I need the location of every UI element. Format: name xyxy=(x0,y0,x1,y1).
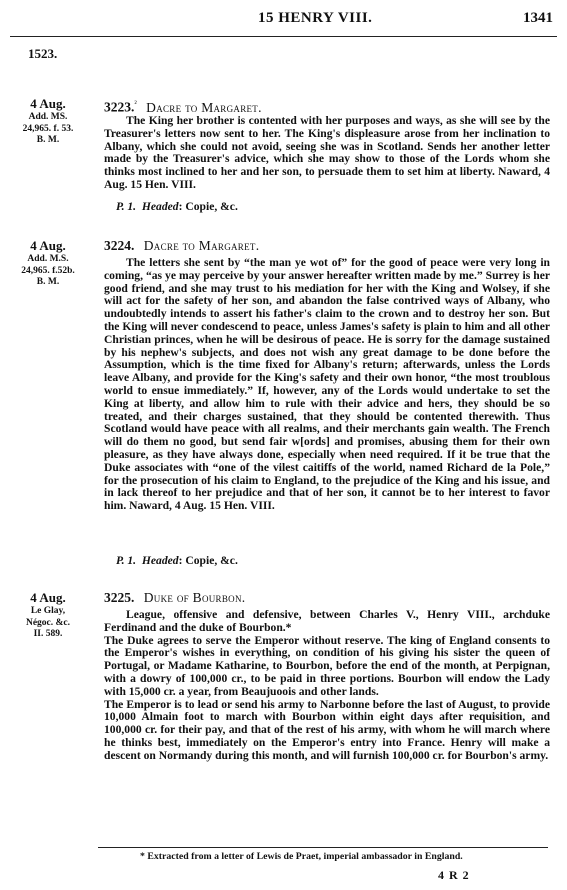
entry-heading xyxy=(104,590,245,606)
entry-date: 4 Aug. xyxy=(30,238,66,253)
body-paragraph: The Duke agrees to serve the Emperor without reserve. The king of England consents to the Emperor's wishes in everything, on condition of his giving his sister the queen of Portugal, or Madame Katharine, to Bourbon, before the end of the month, at Perpignan, with a dowry of 100,000 cr., to be paid in three portions. Bourbon will endow the Lady with 15,000 cr. a year, from Beaujuoois and other lands. xyxy=(104,633,550,698)
body-paragraph: The letters she sent by “the man ye wot of” for the good of peace were very long in coming, “as ye may perceive by your answer hereafter written made by me.” Surrey is her good friend, and she may trust to his mediation for her with the King and Wolsey, if she will act for the safety of her son, and abandon the false contrived ways of Albany, who undoubtedly intends to assert his father's claim to the crown and to destroy her son. But the King will never condescend to peace, unless James's safety is plain to him and all other Christian princes, when he will be desirous of peace. He is sorry for the damage sustained by his nephew's subjects, and does not wish any great damage to be done before the Assumption, which is the time fixed for Albany's return; afterwards, unless the Lords leave Albany, and provide for the King's safety and their own honor, “the most troublous world to ensue immediately.” If, however, any of the Lords would undertake to set the King at liberty, and allow him to rule with their advice and hers, they should be so treated, and their charges sustained, that they should be contented therewith. Thus Scotland would have peace with all realms, and their merchants gain wealth. The French will do them no good, but send fair w[ords] and promises, abusing them for their own pleasure, as they have always done, especially when need required. If it be true that the Duke associates with “one of the vilest caitiffs of the world, named Richard de la Pole,” for the prosecution of his claim to England, to the prejudice of the King and his issue, and in lack thereof to her prejudice and that of her son, it cannot be to her interest to favor him. Naward, 4 Aug. 15 Hen. VIII. xyxy=(104,256,550,513)
entry-body xyxy=(104,609,550,763)
note-label: Headed xyxy=(141,200,179,213)
note-text: : Copie, &c. xyxy=(178,554,238,567)
margin-note xyxy=(0,590,96,641)
year-label: 1523. xyxy=(28,46,58,61)
margin-note xyxy=(0,96,96,147)
source-line: Add. MS. xyxy=(28,112,68,122)
entry-name: Dacre to Margaret. xyxy=(146,99,262,115)
entry-name: Dacre to Margaret. xyxy=(143,238,260,253)
source-line: Add. M.S. xyxy=(27,254,69,264)
running-header xyxy=(0,10,567,38)
source-line: Négoc. &c. xyxy=(25,617,71,628)
entry-body xyxy=(104,257,550,513)
page-number: 1341 xyxy=(523,10,553,26)
source-line: 24,965. f.52b. xyxy=(21,265,75,276)
entry-mark: ² xyxy=(134,99,137,108)
source-line: 24,965. f. 53. xyxy=(22,123,74,134)
entry-number: 3223. xyxy=(104,99,135,115)
note-prefix: P. 1. xyxy=(116,200,137,213)
source-line: B. M. xyxy=(36,277,60,287)
footnote: * Extracted from a letter of Lewis de Praet, imperial ambassador in England. xyxy=(140,851,463,862)
entry-note xyxy=(116,200,238,213)
body-paragraph: League, offensive and defensive, between Charles V., Henry VIII., archduke Ferdinand and the duke of Bourbon.* xyxy=(104,608,550,634)
entry-date: 4 Aug. xyxy=(30,96,66,111)
margin-note xyxy=(0,238,96,289)
source-line: II. 589. xyxy=(33,629,63,639)
entry-heading xyxy=(104,238,259,254)
body-paragraph: The Emperor is to lead or send his army to Narbonne before the last of August, to provide 10,000 Almain foot to march with Bourbon within eight days after requisition, and 100,000 cr. for their pay, and that of the rest of his army, with whom he will march where he thinks best, immediately on the Emperor's entry into France. Henry will make a descent on Normandy during this month, and will furnish 100,000 cr. for Bourbon's army. xyxy=(104,697,550,762)
entry-note xyxy=(116,554,238,567)
running-title: 15 HENRY VIII. xyxy=(258,10,373,26)
entry-name: Duke of Bourbon. xyxy=(143,590,246,605)
entry-heading xyxy=(104,96,262,116)
entry-number: 3225. xyxy=(104,590,135,605)
note-label: Headed xyxy=(141,554,179,567)
note-prefix: P. 1. xyxy=(116,554,137,567)
header-rule xyxy=(10,36,557,37)
source-line: B. M. xyxy=(36,135,60,145)
note-text: : Copie, &c. xyxy=(178,200,238,213)
entry-body xyxy=(104,115,550,192)
signature-mark: 4 R 2 xyxy=(438,868,470,882)
source-line: Le Glay, xyxy=(30,606,66,616)
entry-number: 3224. xyxy=(104,238,135,253)
entry-date: 4 Aug. xyxy=(30,590,66,605)
footnote-rule xyxy=(98,847,548,848)
body-paragraph: The King her brother is contented with her purposes and ways, as she will see by the Treasurer's letters now sent to her. The King's displeasure arose from her inclination to Albany, which she could not avoid, seeing she was in Scotland. Sends her another letter made by the Treasurer's advice, which she may show to those of the Lords whom she thinks most inclined to her and her son, to persuade them to set him at liberty. Naward, 4 Aug. 15 Hen. VIII. xyxy=(104,114,550,191)
